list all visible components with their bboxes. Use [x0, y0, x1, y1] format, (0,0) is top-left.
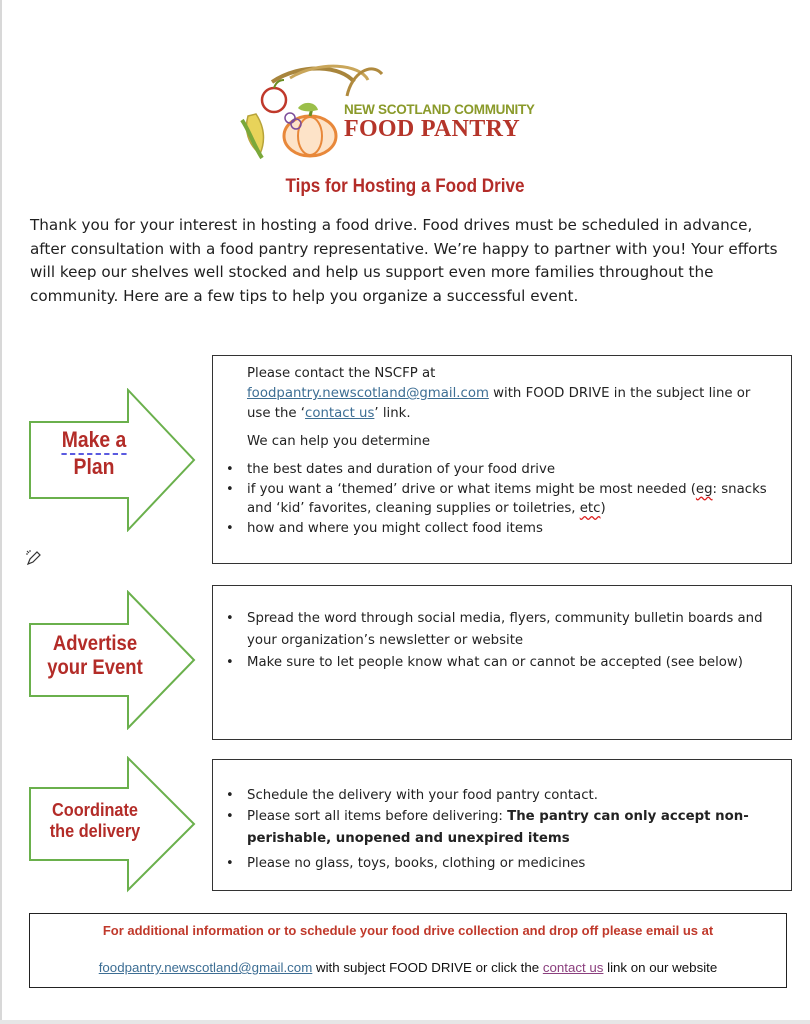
advertise-line2: your Event: [47, 655, 143, 679]
make-a-plan-box: [212, 355, 792, 564]
advertise-bullet-list: [221, 608, 777, 674]
help-intro: We can help you determine: [247, 434, 431, 449]
page-bottom-edge: [0, 1020, 810, 1024]
footer-email-link[interactable]: foodpantry.newscotland@gmail.com: [98, 960, 313, 975]
footer-contact-line: foodpantry.newscotland@gmail.com with subject FOOD DRIVE or click the contact us link on our website: [98, 960, 718, 975]
page-left-edge: [0, 0, 2, 1024]
list-item: • Please sort all items before delivering: The pantry can only accept non-perishable, unopened and unexpired items: [221, 806, 777, 850]
contact-us-link[interactable]: contact us: [305, 406, 375, 421]
logo-line-community: NEW SCOTLAND COMMUNITY: [344, 102, 535, 117]
coordinate-bullet-list: [221, 786, 777, 873]
coordinate-box: [212, 759, 792, 891]
list-item: • Make sure to let people know what can or cannot be accepted (see below): [221, 652, 777, 674]
edit-pen-icon[interactable]: [24, 548, 44, 568]
list-item: • Please no glass, toys, books, clothing or medicines: [221, 854, 777, 874]
coordinate-label: [38, 800, 152, 841]
list-item: • Spread the word through social media, flyers, community bulletin boards and your organization’s newsletter or website: [221, 608, 777, 652]
contact-text: Please contact the NSCFP at foodpantry.newscotland@gmail.com with FOOD DRIVE in the subject line or use the ‘contact us’ link.: [247, 366, 751, 421]
make-a-plan-line2: Plan: [73, 453, 115, 479]
coordinate-line1: Coordinate: [52, 799, 138, 820]
advertise-line1: Advertise: [52, 632, 138, 655]
advertise-label: [38, 632, 152, 679]
footer-contact-us-link[interactable]: contact us: [542, 960, 604, 975]
make-a-plan-line1: Make a: [62, 428, 127, 455]
coordinate-line2: the delivery: [49, 819, 141, 841]
page-title: Tips for Hosting a Food Drive: [285, 176, 525, 197]
plan-bullet-list: [221, 460, 777, 538]
contact-email-link[interactable]: foodpantry.newscotland@gmail.com: [247, 386, 489, 401]
make-a-plan-label: [41, 428, 147, 479]
logo-line-food-pantry: FOOD PANTRY: [344, 116, 520, 142]
list-item: • how and where you might collect food items: [221, 519, 777, 539]
footer-headline: For additional information or to schedule your food drive collection and drop off please email us at: [102, 923, 714, 938]
list-item: • if you want a ‘themed’ drive or what items might be most needed (eg: snacks and ‘kid’ favorites, cleaning supplies or toiletries, etc): [221, 480, 777, 519]
pantry-logo: [232, 60, 552, 168]
list-item: • the best dates and duration of your food drive: [221, 460, 777, 480]
intro-paragraph: Thank you for your interest in hosting a food drive. Food drives must be scheduled in advance, after consultation with a food pantry representative. We’re happy to partner with you! Your efforts will keep our shelves well stocked and help us support even more families throughout the community. Here are a few tips to help you organize a successful event.: [30, 216, 778, 305]
list-item: • Schedule the delivery with your food pantry contact.: [221, 786, 777, 806]
advertise-box: [212, 585, 792, 740]
footer-info-box: [29, 913, 787, 988]
